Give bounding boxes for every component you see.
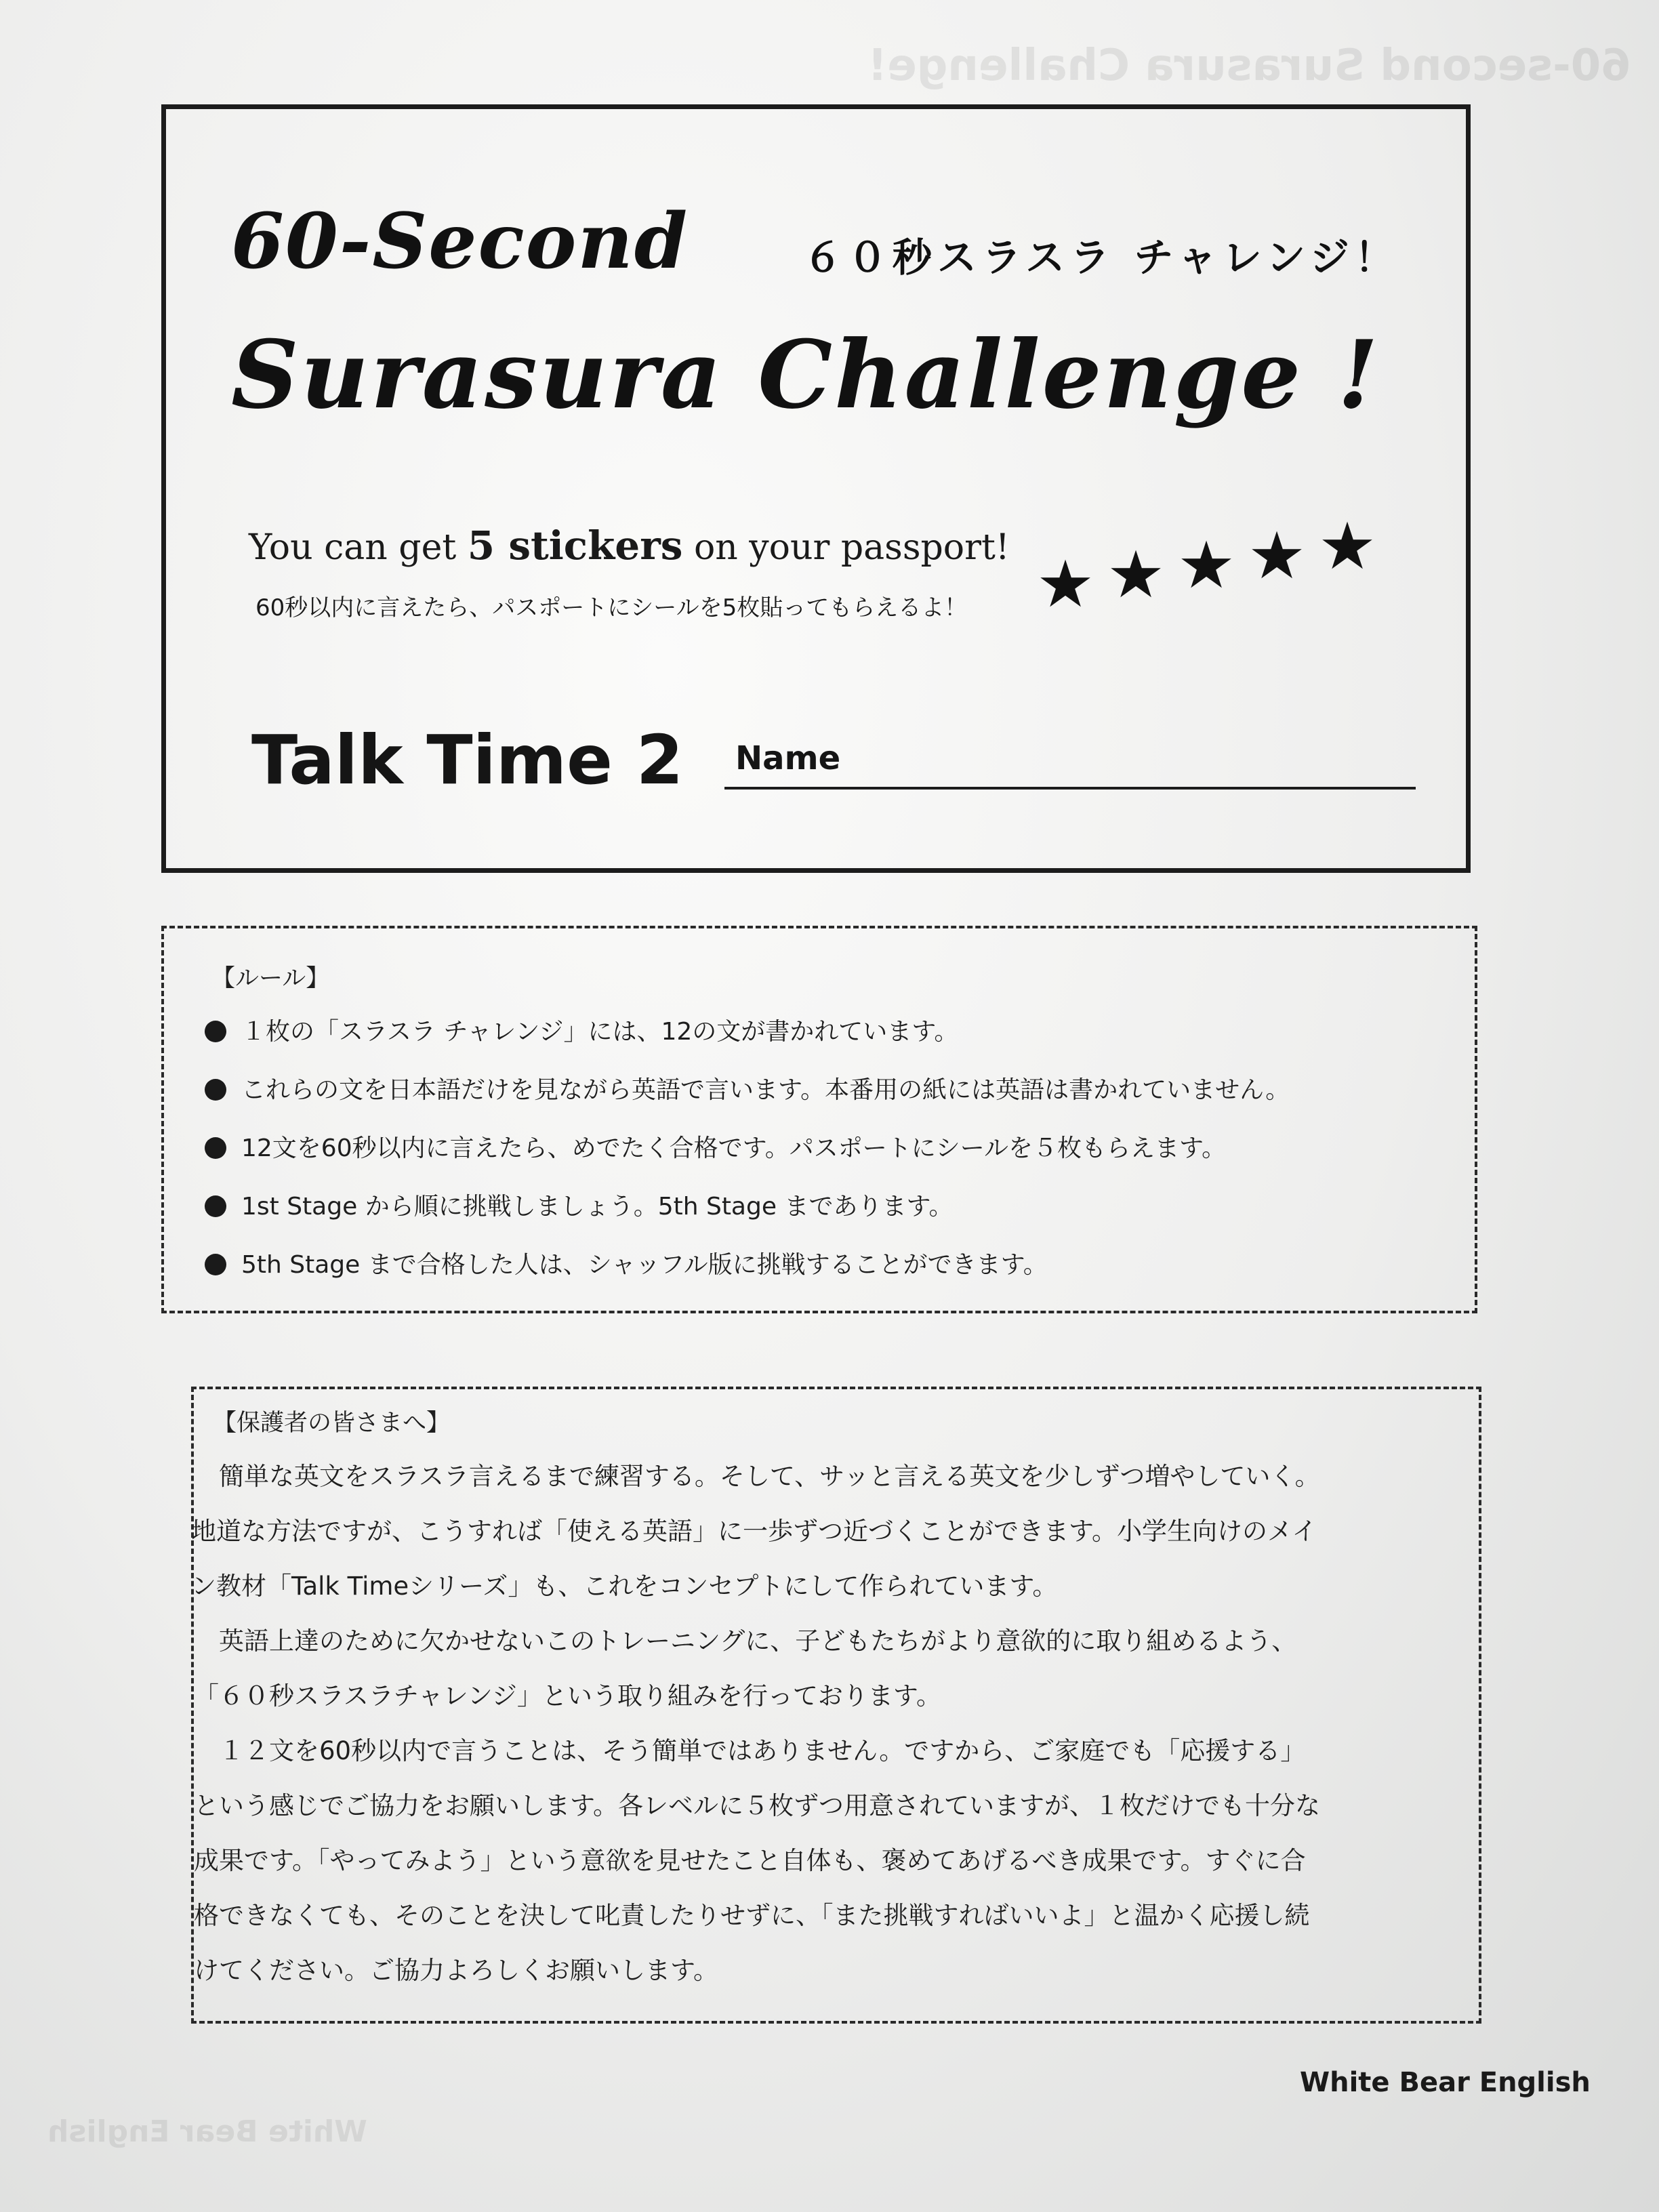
- parents-note-line: ン教材「Talk Timeシリーズ」も、これをコンセプトにして作られています。: [191, 1572, 1058, 1601]
- parents-note-line: けてください。ご協力よろしくお願いします。: [194, 1956, 719, 1985]
- parents-note-line: 「６０秒スラスラチャレンジ」という取り組みを行っております。: [194, 1681, 941, 1711]
- rule-item: 1st Stage から順に挑戦しましょう。5th Stage まであります。: [205, 1178, 1290, 1236]
- show-through-footer: White Bear English: [47, 2114, 367, 2149]
- sticker-text-before: You can get: [249, 527, 457, 568]
- bullet-icon: [205, 1254, 226, 1275]
- bullet-icon: [205, 1079, 226, 1101]
- parents-note-body: [191, 1449, 1468, 1998]
- parents-note-line: 成果です。「やってみよう」という意欲を見せたこと自体も、褒めてあげるべき成果です。すぐに合: [194, 1846, 1306, 1875]
- title-line-1: 60-Second: [231, 197, 689, 286]
- name-label: Name: [735, 739, 841, 777]
- star-icon: ★: [1177, 527, 1236, 603]
- rule-item: 5th Stage まで合格した人は、シャッフル版に挑戦することができます。: [205, 1236, 1290, 1294]
- title-line-2: Surasura Challenge !: [231, 319, 1380, 430]
- sticker-text-after: on your passport!: [693, 527, 1010, 568]
- sticker-info: [249, 523, 1010, 569]
- rule-item: １枚の「スラスラ チャレンジ」には、12の文が書かれています。: [205, 1003, 1290, 1061]
- bullet-icon: [205, 1195, 226, 1217]
- sticker-text-bold: 5 stickers: [467, 523, 683, 569]
- name-field-line[interactable]: [724, 787, 1416, 790]
- rule-item: 12文を60秒以内に言えたら、めでたく合格です。パスポートにシールを５枚もらえます。: [205, 1120, 1290, 1178]
- lesson-title: Talk Time 2: [251, 720, 684, 800]
- rules-section: [161, 926, 1477, 1313]
- parents-note-line: 簡単な英文をスラスラ言えるまで練習する。そして、サッと言える英文を少しずつ増やしていく。: [194, 1462, 1320, 1491]
- parents-note-line: １２文を60秒以内で言うことは、そう簡単ではありません。ですから、ご家庭でも「応援する」: [194, 1736, 1306, 1765]
- star-icon: ★: [1107, 537, 1166, 613]
- parents-note-line: という感じでご協力をお願いします。各レベルに５枚ずつ用意されていますが、１枚だけでも十分な: [194, 1791, 1321, 1820]
- star-icon: ★: [1318, 508, 1377, 584]
- bullet-icon: [205, 1021, 226, 1042]
- title-card: [161, 104, 1471, 873]
- star-icon: ★: [1248, 518, 1307, 594]
- rule-item: これらの文を日本語だけを見ながら英語で言います。本番用の紙には英語は書かれていません。: [205, 1061, 1290, 1120]
- parents-note-line: 地道な方法ですが、こうすれば「使える英語」に一歩ずつ近づくことができます。小学生向けのメイ: [191, 1517, 1317, 1546]
- rules-list: [205, 1003, 1290, 1294]
- star-icon: ★: [1036, 546, 1095, 613]
- star-rating: [1031, 505, 1383, 613]
- parents-note-line: 格できなくても、そのことを決して叱責したりせずに、「また挑戦すればいいよ」と温かく応援し続: [194, 1901, 1310, 1930]
- brand-footer: White Bear English: [1300, 2067, 1591, 2098]
- parents-heading: 【保護者の皆さまへ】: [213, 1410, 451, 1437]
- parents-note-section: [191, 1387, 1481, 2024]
- rules-heading: 【ルール】: [211, 965, 330, 992]
- title-japanese: ６０秒スラスラ チャレンジ！: [803, 234, 1399, 281]
- bullet-icon: [205, 1137, 226, 1159]
- show-through-header: 60-second Surasura Challenge!: [867, 41, 1631, 91]
- parents-note-line: 英語上達のために欠かせないこのトレーニングに、子どもたちがより意欲的に取り組めるよう、: [194, 1626, 1297, 1656]
- sticker-info-japanese: 60秒以内に言えたら、パスポートにシールを5枚貼ってもらえるよ！: [255, 594, 968, 621]
